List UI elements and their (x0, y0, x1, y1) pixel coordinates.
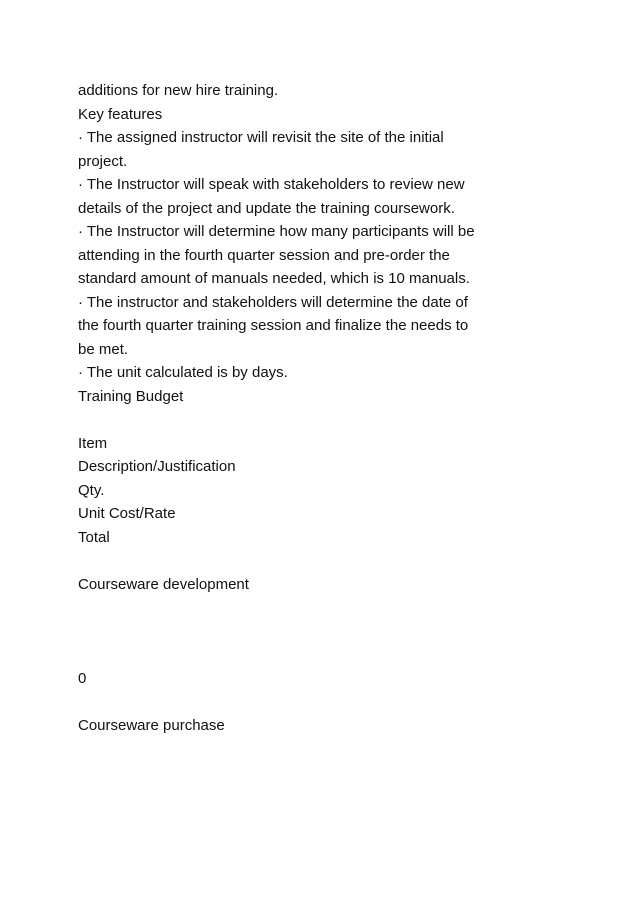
blank-line (78, 408, 578, 432)
bullet-line: · The unit calculated is by days. (78, 364, 288, 381)
bullet-line: · The Instructor will speak with stakeholders to review new (78, 176, 465, 193)
blank-line (78, 620, 578, 644)
bullet-continuation: standard amount of manuals needed, which is 10 manuals. (78, 270, 470, 287)
blank-line (78, 643, 578, 667)
budget-header-item: Item (78, 434, 108, 452)
blank-line (78, 690, 578, 714)
budget-row-item-courseware-development: Courseware development (78, 575, 249, 593)
bullet-line: · The instructor and stakeholders will determine the date of (78, 293, 468, 311)
document-body (78, 79, 578, 737)
budget-row-item-courseware-purchase: Courseware purchase (78, 716, 225, 734)
paragraph-line: additions for new hire training. (78, 82, 279, 99)
bullet-line: · The assigned instructor will revisit the site of the initial (78, 129, 444, 146)
budget-header-description: Description/Justification (78, 458, 236, 475)
section-heading-training-budget: Training Budget (78, 387, 184, 405)
blank-line (78, 549, 578, 573)
bullet-continuation: the fourth quarter training session and finalize the needs to (78, 317, 469, 334)
budget-header-total: Total (78, 528, 110, 546)
section-heading-key-features: Key features (78, 105, 163, 123)
bullet-continuation: details of the project and update the training coursework. (78, 199, 455, 217)
budget-row-total-value: 0 (78, 669, 87, 687)
bullet-continuation: be met. (78, 340, 129, 358)
bullet-continuation: attending in the fourth quarter session and pre-order the (78, 246, 450, 264)
budget-header-qty: Qty. (78, 481, 105, 499)
bullet-continuation: project. (78, 152, 128, 170)
bullet-line: · The Instructor will determine how many participants will be (78, 223, 475, 240)
budget-header-unit-cost: Unit Cost/Rate (78, 505, 176, 522)
blank-line (78, 596, 578, 620)
